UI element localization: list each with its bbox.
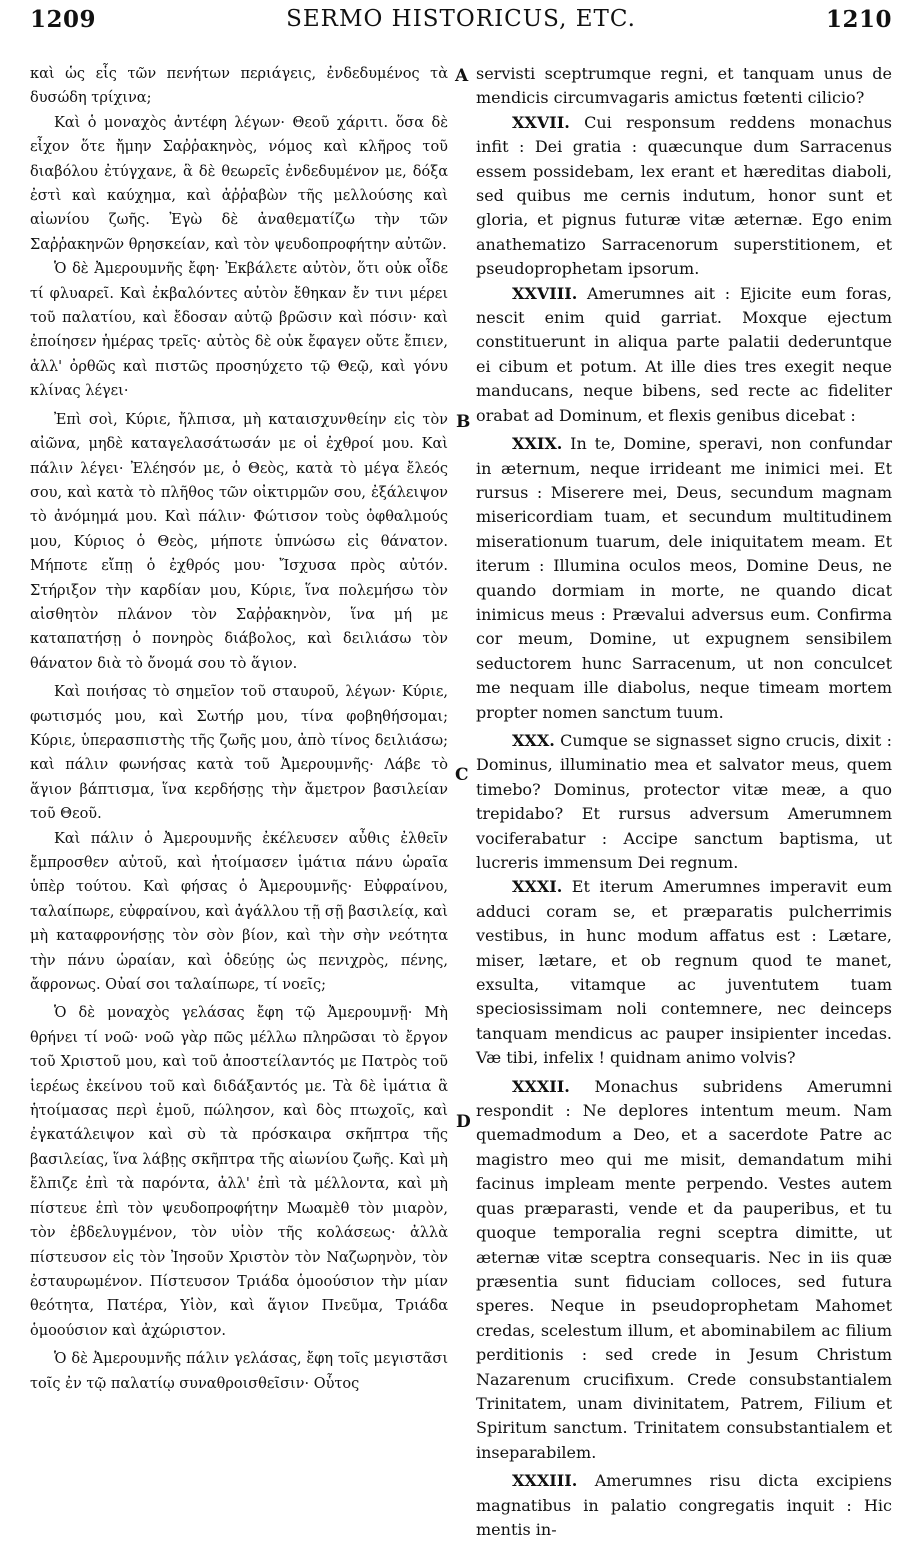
greek-paragraph: Καὶ ὁ μοναχὸς ἀντέφη λέγων· Θεοῦ χάριτι. ὅσα δὲ εἶχον ὅτε ἤμην Σαῤῥακηνὸς, νόμος καὶ κλῆρος τοῦ διαβόλου ἐτύγχανε, ἃ δὲ θεωρεῖς ἐνδεδυμένον με, δόξα ἐστὶ καὶ καύχημα, καὶ ἀῤῥαβὼν τῆς μελλούσης καὶ αἰωνίου ζωῆς. Ἐγὼ δὲ ἀναθεματίζω τὴν τῶν Σαῤῥακηνῶν θρησκείαν, καὶ τὸν ψευδοπροφήτην αὐτῶν. (30, 114, 448, 253)
right-page-number: 1210 (825, 6, 892, 33)
latin-section-30 (476, 729, 892, 875)
latin-section-29 (476, 432, 892, 725)
greek-paragraph: Ὁ δὲ Ἀμερουμνῆς ἔφη· Ἐκβάλετε αὐτὸν, ὅτι οὐκ οἶδε τί φλυαρεῖ. Καὶ ἐκβαλόντες αὐτὸν ἔθηκαν ἔν τινι μέρει τοῦ παλατίου, καὶ ἔδοσαν αὐτῷ βρῶσιν καὶ πόσιν· καὶ ἐποίησεν ἡμέρας τρεῖς· αὐτὸς δὲ οὐκ ἔφαγεν οὔτε ἔπιεν, ἀλλ' ὀρθῶς καὶ πιστῶς προσηύχετο τῷ Θεῷ, καὶ γόνυ κλίνας λέγει· (30, 261, 448, 400)
page-header (30, 6, 892, 42)
greek-paragraph: Ὁ δὲ μοναχὸς γελάσας ἔφη τῷ Ἀμερουμνῇ· Μὴ θρήνει τί νοῶ· νοῶ γὰρ πῶς μέλλω πληρῶσαι τὸ ἔργον τοῦ Χριστοῦ μου, καὶ τοῦ ἀποστείλαντός με Πατρὸς τοῦ ἱερέως ἐκείνου τοῦ καὶ διδάξαντός με. Τὰ δὲ ἱμάτια ἃ ἡτοίμασας περὶ ἐμοῦ, πώλησον, καὶ δὸς πτωχοῖς, καὶ ἐγκατάλειψον καὶ σὺ τὰ πρόσκαιρα σκῆπτρα τῆς βασιλείας, ἵνα λάβῃς σκῆπτρα τῆς αἰωνίου ζωῆς. Καὶ μὴ ἔλπιζε ἐπὶ τὰ παρόντα, ἀλλ' ἐπὶ τὰ μέλλοντα, καὶ μὴ πίστευε ἐπὶ τὸν ψευδοπροφήτην Μωαμὲθ τὸν μιαρὸν, τὸν ἐβδελυγμένον, τὸν υἱὸν τῆς κολάσεως· ἀλλὰ πίστευσον εἰς τὸν Ἰησοῦν Χριστὸν τὸν Ναζωρηνὸν, τὸν ἐσταυρωμένον. Πίστευσον Τριάδα ὁμοούσιον τὴν μίαν θεότητα, Πατέρα, Υἱὸν, καὶ ἅγιον Πνεῦμα, Τριάδα ὁμοούσιον καὶ ἀχώριστον. (30, 1005, 448, 1339)
section-text: Et iterum Amerumnes imperavit eum adduci coram se, et præparatis pulcherrimis vestibus, in hunc modum affatus est : Lætare, miser, lætare, et ob regnum quod te manet, exsulta, vitamque ac juventutem tuam speciosissimam noli contemnere, nec deinceps tanquam mendicus ac pauper insipienter incedas. Væ tibi, infelix ! quidnam animo volvis? (476, 877, 892, 1068)
greek-column (30, 62, 448, 1396)
section-number: XXIX. (512, 434, 563, 454)
greek-paragraph: Ἐπὶ σοὶ, Κύριε, ἤλπισα, μὴ καταισχυνθείην εἰς τὸν αἰῶνα, μηδὲ καταγελασάτωσάν με οἱ ἐχθροί μου. Καὶ πάλιν λέγει· Ἐλέησόν με, ὁ Θεὸς, κατὰ τὸ μέγα ἔλεός σου, καὶ κατὰ τὸ πλῆθος τῶν οἰκτιρμῶν σου, ἐξάλειψον τὸ ἀνόμημά μου. Καὶ πάλιν· Φώτισον τοὺς ὀφθαλμούς μου, Κύριος ὁ Θεὸς, μήποτε ὑπνώσω εἰς θάνατον. Μήποτε εἴπῃ ὁ ἐχθρός μου· Ἴσχυσα πρὸς αὐτόν. Στήριξον τὴν καρδίαν μου, Κύριε, ἵνα πολεμήσω τὸν αἰσθητὸν πλάνον τὸν Σαῤῥακηνὸν, ἵνα μή με καταπατήσῃ ὁ πονηρὸς διάβολος, καὶ δειλιάσω τὸν θάνατον διὰ τὸ ὄνομά σου τὸ ἅγιον. (30, 411, 448, 672)
latin-section-33 (476, 1469, 892, 1542)
latin-section-28 (476, 282, 892, 428)
section-text: Monachus subridens Amerumni respondit : Ne deplores intentum meum. Nam quemadmodum a Deo, et a sacerdote Patre ac magistro meo qui me misit, demandatum mihi facinus impleam mente perpendo. Vestes autem quas præparasti, vende et da pauperibus, et tu quoque temporalia regni sceptra dimitte, ut æternæ vitæ sceptra consequaris. Nec in iis quæ præsentia sunt fiduciam colloces, sed futura speres. Neque in pseudoprophetam Mahomet credas, scelestum illum, et abominabilem ac filium perditionis : sed crede in Jesum Christum Nazarenum crucifixum. Crede consubstantialem Trinitatem, unam divinitatem, Patrem, Filium et Spiritum sanctum. Trinitatem consubstantialem et inseparabilem. (476, 1076, 892, 1462)
section-text: Cui responsum reddens monachus infit : Dei gratia : quæcunque dum Sarracenus essem possidebam, lex erant et hæreditas diaboli, sed quibus me cernis indutum, honor sunt et gloria, et pignus futuræ vitæ æternæ. Ego enim anathematizo Sarracenorum superstitionem, et pseudoprophetam ipsorum. (476, 112, 892, 279)
latin-section-31 (476, 875, 892, 1070)
latin-column (476, 62, 892, 1542)
greek-paragraph: καὶ ὡς εἷς τῶν πενήτων περιάγεις, ἐνδεδυμένος τὰ δυσώδη τρίχινα; (30, 66, 448, 107)
margin-letter-d: D (456, 1112, 471, 1132)
greek-paragraph: Ὁ δὲ Ἀμερουμνῆς πάλιν γελάσας, ἔφη τοῖς μεγιστᾶσι τοῖς ἐν τῷ παλατίῳ συναθροισθεῖσιν· Οὗτος (30, 1351, 448, 1392)
margin-letter-c: C (455, 765, 469, 785)
section-text: Amerumnes ait : Ejicite eum foras, nescit enim quid garriat. Moxque ejectum constituerunt in aliqua parte palatii dederuntque ei cibum et potum. At ille dies tres exegit neque manducans, neque bibens, sed recte ac fideliter orabat ad Dominum, et flexis genibus dicebat : (476, 283, 892, 425)
section-number: XXXI. (512, 877, 563, 897)
latin-section-27 (476, 111, 892, 282)
running-title: SERMO HISTORICUS, ETC. (286, 6, 636, 32)
section-number: XXVII. (512, 112, 570, 132)
latin-section-32 (476, 1075, 892, 1466)
greek-paragraph: Καὶ πάλιν ὁ Ἀμερουμνῆς ἐκέλευσεν αὖθις ἐλθεῖν ἔμπροσθεν αὐτοῦ, καὶ ἡτοίμασεν ἱμάτια πάνυ ὡραῖα ὑπὲρ τούτου. Καὶ φήσας ὁ Ἀμερουμνῆς· Εὐφραίνου, ταλαίπωρε, εὐφραίνου, καὶ ἀγάλλου τῇ σῇ βασιλείᾳ, καὶ μὴ καταφρονήσῃς τὸν σὸν βίον, καὶ τὴν σὴν νεότητα τὴν πάνυ ὡραίαν, καὶ ὁδεύῃς ὡς πενιχρὸς, πένης, ἄφρονως. Οὐαί σοι ταλαίπωρε, τί νοεῖς; (30, 830, 448, 994)
section-number: XXVIII. (512, 283, 578, 303)
latin-paragraph: servisti sceptrumque regni, et tanquam unus de mendicis circumvagaris amictus fœtenti cilicio? (476, 64, 892, 108)
section-text: Amerumnes risu dicta excipiens magnatibus in palatio congregatis inquit : Hic mentis in- (476, 1471, 892, 1539)
section-text: Cumque se signasset signo crucis, dixit : Dominus, illuminatio mea et salvator meus, quem timebo? Dominus, protector vitæ meæ, a quo trepidabo? Et rursus adversum Amerumnem vociferabatur : Accipe sanctum baptisma, ut lucreris immensum Dei regnum. (476, 730, 892, 872)
margin-letter-a: A (455, 66, 469, 86)
section-text: In te, Domine, speravi, non confundar in æternum, neque irrideant me inimici mei. Et rursus : Miserere mei, Deus, secundum magnam misericordiam tuam, et secundum multitudinem miserationum tuarum, dele iniquitatem meam. Et iterum : Illumina oculos meos, Domine Deus, ne quando dormiam in morte, ne quando dicat inimicus meus : Prævalui adversus eum. Confirma cor meum, Domine, ut expugnem sensibilem seductorem hunc Sarracenum, ut non conculcet me nequam ille diabolus, neque timeam mortem propter nomen sanctum tuum. (476, 434, 892, 722)
left-page-number: 1209 (30, 6, 97, 33)
section-number: XXX. (512, 730, 555, 750)
margin-letter-b: B (456, 412, 471, 432)
section-number: XXXII. (512, 1076, 570, 1096)
greek-paragraph: Καὶ ποιήσας τὸ σημεῖον τοῦ σταυροῦ, λέγων· Κύριε, φωτισμός μου, καὶ Σωτήρ μου, τίνα φοβηθήσομαι; Κύριε, ὑπερασπιστὴς τῆς ζωῆς μου, ἀπὸ τίνος δειλιάσω; καὶ πάλιν φωνήσας κατὰ τοῦ Ἀμερουμνῆς· Λάβε τὸ ἅγιον βάπτισμα, ἵνα κερδήσῃς τὴν ἄμετρον βασιλείαν τοῦ Θεοῦ. (30, 684, 448, 823)
section-number: XXXIII. (512, 1471, 578, 1491)
